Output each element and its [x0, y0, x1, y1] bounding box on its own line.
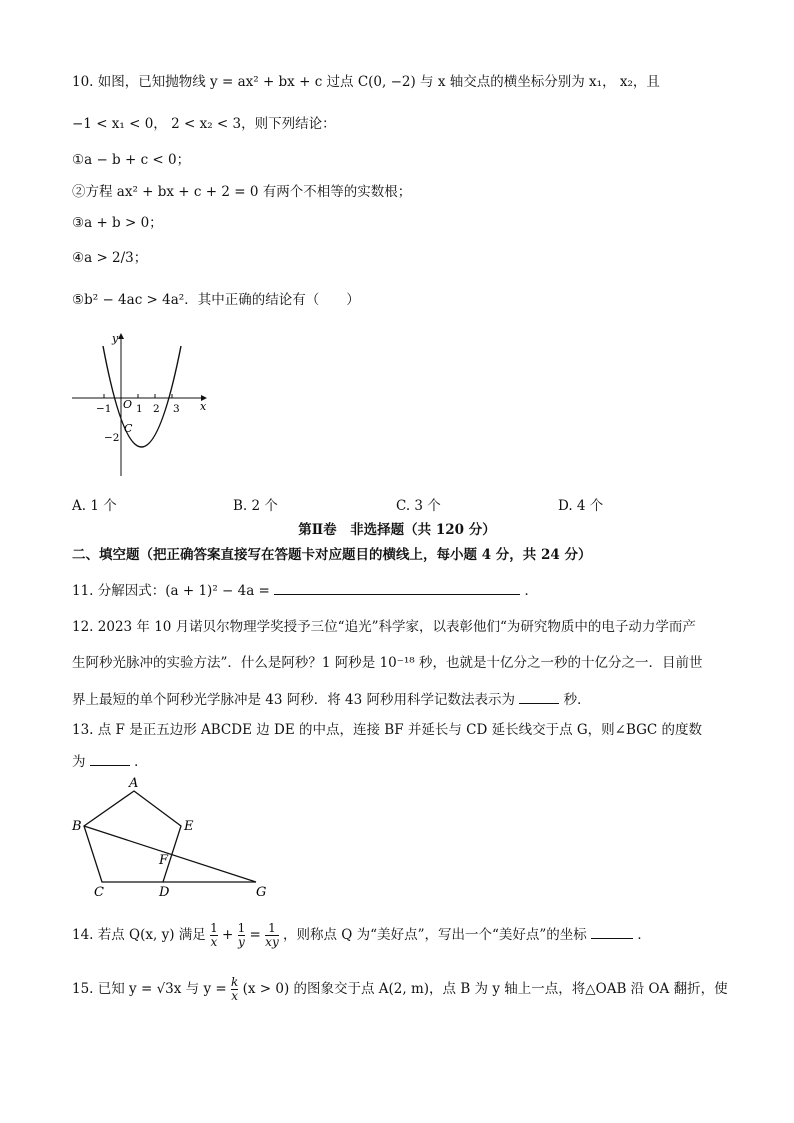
option-c: C. 3 个	[396, 498, 441, 514]
q14-frac1: $\frac{1}{x}$	[210, 921, 218, 949]
q15	[72, 976, 728, 1003]
label-e: E	[184, 819, 194, 834]
q14-frac2: $\frac{1}{y}$	[237, 921, 246, 949]
q15-frac: $\frac{k}{x}$	[231, 975, 239, 1003]
option-a: A. 1 个	[72, 498, 117, 514]
q15-prefix: 15. 已知 y = √3x 与 y =	[72, 981, 227, 997]
point-c-label: C	[124, 422, 133, 435]
y-axis-label: y	[112, 332, 119, 345]
label-g: G	[256, 885, 267, 900]
q10-conclusion-5: ⑤b² − 4ac > 4a²．其中正确的结论有（ ）	[72, 292, 360, 308]
x-axis-label: x	[200, 400, 207, 413]
q10-line2: −1 < x₁ < 0， 2 < x₂ < 3，则下列结论：	[72, 116, 336, 132]
q12-line2: 生阿秒光脉冲的实验方法”．什么是阿秒？1 阿秒是 10⁻¹⁸ 秒，也就是十亿分之一秒的十亿分之一．目前世	[72, 655, 703, 671]
tick-label-1: 1	[136, 403, 143, 415]
q14-prefix: 14. 若点 Q(x, y) 满足	[72, 927, 206, 943]
q13-line1: 13. 点 F 是正五边形 ABCDE 边 DE 的中点，连接 BF 并延长与 CD 延长线交于点 G，则∠BGC 的度数	[72, 722, 703, 738]
q12-line3-prefix: 界上最短的单个阿秒光学脉冲是 43 阿秒．将 43 阿秒用科学记数法表示为	[72, 692, 516, 708]
tick-label-3: 3	[173, 403, 180, 415]
q12-answer-blank[interactable]	[519, 689, 559, 704]
q11	[72, 580, 538, 601]
label-b: B	[72, 819, 82, 834]
section2-title: 二、填空题（把正确答案直接写在答题卡对应题目的横线上，每小题 4 分，共 24 分）	[72, 547, 592, 563]
q14-suffix: ，则称点 Q 为“美好点”，写出一个“美好点”的坐标	[283, 927, 587, 943]
q13-line2	[72, 751, 148, 772]
origin-label: O	[123, 398, 133, 411]
option-d: D. 4 个	[558, 498, 604, 514]
q10-conclusion-3: ③a + b > 0；	[72, 215, 163, 231]
q12-line1: 12. 2023 年 10 月诺贝尔物理学奖授予三位“追光”科学家，以表彰他们“为研究物质中的电子动力学而产	[72, 619, 696, 635]
q14: 14. 若点 Q(x, y) 满足 $\frac{1}{x}$ + $\frac{1}{y}$ = $\frac{1}{xy}$ ，则称点 Q 为“美好点”，写出一个“美好点”的坐标 ．	[72, 921, 651, 949]
q10-conclusion-1: ①a − b + c < 0；	[72, 152, 191, 168]
q14-end: ．	[637, 927, 651, 943]
option-b: B. 2 个	[233, 498, 278, 514]
q11-answer-blank[interactable]	[274, 580, 520, 595]
label-d: D	[159, 885, 170, 900]
q14-answer-blank[interactable]	[591, 924, 633, 939]
label-c: C	[94, 885, 104, 900]
pentagon-figure	[66, 772, 286, 902]
label-f: F	[159, 853, 169, 868]
q13-line2-prefix: 为	[72, 754, 86, 770]
q10-line1: 10. 如图，已知抛物线 y = ax² + bx + c 过点 C(0, −2) 与 x 轴交点的横坐标分别为 x₁， x₂，且	[72, 74, 660, 90]
q10-conclusion-2: ②方程 ax² + bx + c + 2 = 0 有两个不相等的实数根；	[72, 184, 412, 200]
line-bg	[84, 826, 256, 882]
part2-title: 第Ⅱ卷 非选择题（共 120 分）	[298, 522, 496, 538]
tick-label-2: 2	[153, 403, 160, 415]
label-a: A	[129, 776, 139, 791]
q13-line2-suffix: ．	[134, 754, 148, 770]
q11-prefix: 11. 分解因式：(a + 1)² − 4a =	[72, 583, 270, 599]
q12-line3	[72, 689, 591, 710]
q10-conclusion-4: ④a > 2/3；	[72, 250, 148, 266]
q11-suffix: ．	[524, 583, 538, 599]
q12-line3-suffix: 秒．	[563, 692, 591, 708]
tick-label-minus1: −1	[96, 403, 112, 415]
q14-frac3: $\frac{1}{xy}$	[265, 921, 279, 949]
parabola-graph	[66, 328, 216, 478]
q13-answer-blank[interactable]	[90, 751, 130, 766]
tick-label-minus2: −2	[104, 432, 120, 444]
q15-suffix: (x > 0) 的图象交于点 A(2, m)，点 B 为 y 轴上一点，将△OAB 沿 OA 翻折，使	[242, 981, 728, 997]
pentagon-abcde	[84, 791, 181, 882]
